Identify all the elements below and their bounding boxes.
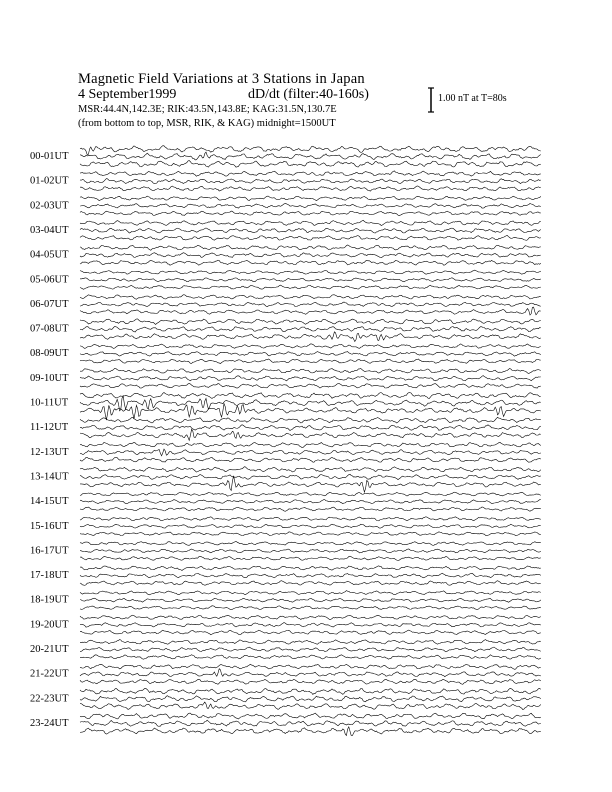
trace-rik <box>80 598 541 602</box>
trace-msr <box>80 679 541 684</box>
trace-msr <box>80 160 541 167</box>
trace-msr <box>80 235 541 240</box>
trace-msr <box>80 702 541 710</box>
trace-kag <box>80 196 541 200</box>
trace-msr <box>80 186 541 191</box>
trace-rik <box>80 622 541 627</box>
trace-rik <box>80 647 541 652</box>
trace-msr <box>80 359 541 364</box>
hour-label: 15-16UT <box>30 520 69 532</box>
scale-label: 1.00 nT at T=80s <box>438 93 507 104</box>
hour-label: 12-13UT <box>30 446 69 458</box>
trace-kag <box>80 591 541 595</box>
trace-rik <box>80 376 541 381</box>
trace-rik <box>80 253 541 258</box>
order-note: (from bottom to top, MSR, RIK, & KAG) midnight=1500UT <box>78 118 336 129</box>
hour-label: 19-20UT <box>30 619 69 631</box>
trace-msr <box>80 457 541 462</box>
hour-label: 02-03UT <box>30 200 69 212</box>
trace-rik <box>80 179 541 184</box>
quantity-label: dD/dt (filter:40-160s) <box>248 87 369 102</box>
trace-rik <box>80 425 541 431</box>
trace-msr <box>80 260 541 265</box>
trace-msr <box>80 556 541 560</box>
trace-kag <box>80 467 541 472</box>
trace-rik <box>80 524 541 528</box>
hour-label: 03-04UT <box>30 224 69 236</box>
hour-label: 18-19UT <box>30 594 69 606</box>
hour-label: 00-01UT <box>30 151 69 162</box>
hour-label: 22-23UT <box>30 693 69 705</box>
trace-kag <box>80 171 541 176</box>
hour-label: 08-09UT <box>30 348 69 360</box>
trace-kag <box>80 541 541 545</box>
trace-msr <box>80 630 541 635</box>
hour-label: 11-12UT <box>30 422 69 434</box>
trace-msr <box>80 285 541 289</box>
trace-msr <box>80 507 541 511</box>
hour-label: 05-06UT <box>30 274 69 286</box>
trace-msr <box>80 727 541 736</box>
trace-kag <box>80 344 541 348</box>
trace-kag <box>80 566 541 571</box>
trace-rik <box>80 500 541 504</box>
trace-kag <box>80 295 541 300</box>
hour-label: 21-22UT <box>30 668 69 680</box>
trace-rik <box>80 278 541 282</box>
trace-rik <box>80 474 541 479</box>
page-title: Magnetic Field Variations at 3 Stations in Japan <box>78 71 365 87</box>
trace-msr <box>80 211 541 216</box>
trace-rik <box>80 720 541 726</box>
trace-msr <box>80 476 541 492</box>
trace-kag <box>80 517 541 521</box>
trace-kag <box>80 368 541 373</box>
trace-kag <box>80 245 541 250</box>
trace-rik <box>80 302 541 307</box>
trace-rik <box>80 204 541 209</box>
hour-label: 06-07UT <box>30 298 69 310</box>
trace-msr <box>80 383 541 388</box>
trace-msr <box>80 429 541 440</box>
hour-label: 04-05UT <box>30 249 69 261</box>
trace-rik <box>80 352 541 357</box>
trace-kag <box>80 393 541 399</box>
trace-kag <box>80 713 541 719</box>
date-label: 4 September1999 <box>78 87 177 102</box>
trace-rik <box>80 669 541 677</box>
trace-msr <box>80 307 541 315</box>
trace-kag <box>80 615 541 619</box>
hour-label: 09-10UT <box>30 372 69 384</box>
trace-kag <box>80 270 541 274</box>
trace-kag <box>80 319 541 325</box>
hour-label: 10-11UT <box>30 397 69 409</box>
hour-label: 07-08UT <box>30 323 69 335</box>
trace-kag <box>80 492 541 496</box>
trace-kag <box>80 640 541 645</box>
trace-rik <box>80 152 541 160</box>
trace-rik <box>80 549 541 553</box>
trace-rik <box>80 228 541 233</box>
hour-label: 16-17UT <box>30 545 69 557</box>
trace-kag <box>80 146 541 155</box>
trace-msr <box>80 655 541 659</box>
trace-msr <box>80 581 541 586</box>
trace-msr <box>80 332 541 342</box>
hour-label: 01-02UT <box>30 175 69 187</box>
trace-rik <box>80 396 541 411</box>
hour-label: 20-21UT <box>30 644 69 655</box>
trace-rik <box>80 573 541 578</box>
trace-msr <box>80 606 541 610</box>
trace-rik <box>80 449 541 456</box>
trace-kag <box>80 220 541 225</box>
hour-label: 14-15UT <box>30 496 69 508</box>
trace-kag <box>80 442 541 447</box>
trace-kag <box>80 417 541 423</box>
trace-msr <box>80 532 541 536</box>
trace-kag <box>80 688 541 694</box>
trace-rik <box>80 326 541 332</box>
trace-kag <box>80 664 541 669</box>
trace-rik <box>80 696 541 702</box>
stations-line: MSR:44.4N,142.3E; RIK:43.5N,143.8E; KAG:31.5N,130.7E <box>78 104 337 115</box>
hour-label: 23-24UT <box>30 717 69 729</box>
hour-label: 13-14UT <box>30 471 69 483</box>
hour-label: 17-18UT <box>30 570 69 582</box>
